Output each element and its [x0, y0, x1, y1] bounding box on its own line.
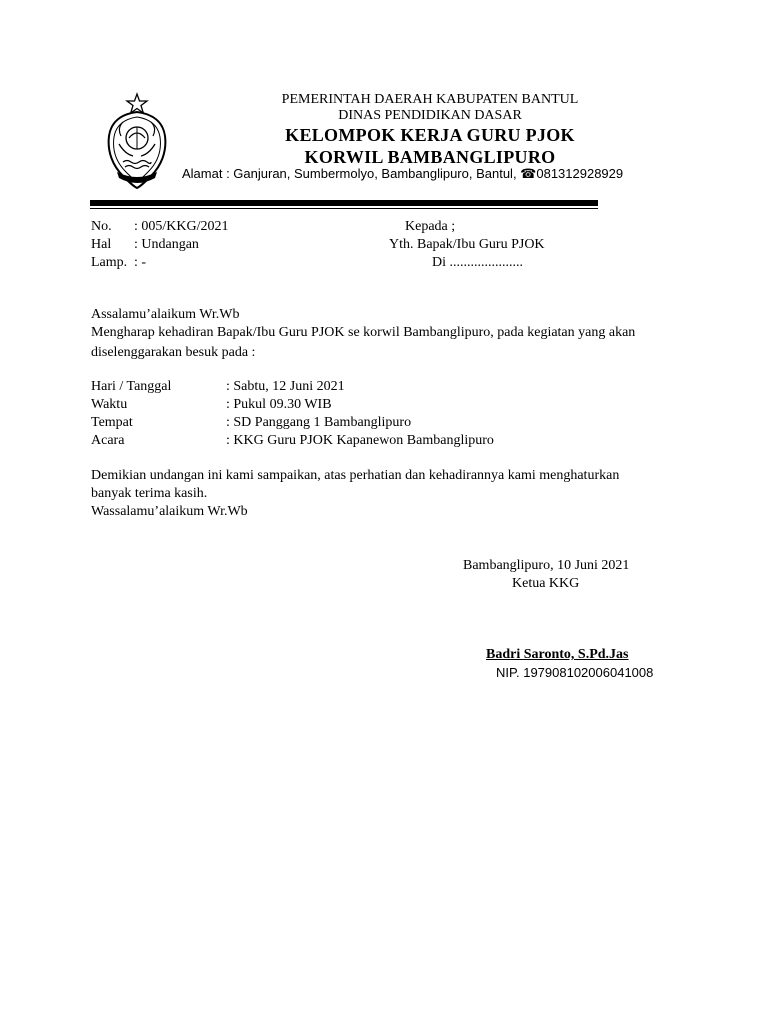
greeting: Assalamu’alaikum Wr.Wb — [91, 307, 240, 322]
meta-lamp-value: : - — [134, 255, 147, 270]
letterhead-divider — [90, 200, 598, 206]
closing-line-2: banyak terima kasih. — [91, 486, 208, 501]
signature-place-date: Bambanglipuro, 10 Juni 2021 — [463, 558, 630, 573]
meta-hal-value: : Undangan — [134, 237, 199, 252]
meta-no-value: : 005/KKG/2021 — [134, 219, 229, 234]
detail-value: : Sabtu, 12 Juni 2021 — [226, 379, 345, 394]
signature-position: Ketua KKG — [512, 576, 580, 591]
meta-hal-label: Hal — [91, 237, 112, 252]
letterhead-government: PEMERINTAH DAERAH KABUPATEN BANTUL — [281, 92, 579, 107]
detail-value: : Pukul 09.30 WIB — [226, 397, 332, 412]
detail-label: Waktu — [91, 397, 128, 412]
intro-line-1: Mengharap kehadiran Bapak/Ibu Guru PJOK se korwil Bambanglipuro, pada kegiatan yang akan — [91, 325, 636, 340]
closing-salam: Wassalamu’alaikum Wr.Wb — [91, 504, 248, 519]
detail-value: : KKG Guru PJOK Kapanewon Bambanglipuro — [226, 433, 494, 448]
recipient-yth: Yth. Bapak/Ibu Guru PJOK — [389, 237, 545, 252]
signature-name: Badri Saronto, S.Pd.Jas — [486, 647, 629, 662]
meta-no-label: No. — [91, 219, 112, 234]
letterhead-organization: KELOMPOK KERJA GURU PJOK — [285, 125, 575, 145]
detail-label: Hari / Tanggal — [91, 379, 172, 394]
detail-value: : SD Panggang 1 Bambanglipuro — [226, 415, 412, 430]
recipient-kepada: Kepada ; — [405, 219, 456, 234]
signature-nip: NIP. 197908102006041008 — [496, 665, 654, 680]
closing-line-1: Demikian undangan ini kami sampaikan, atas perhatian dan kehadirannya kami menghaturkan — [91, 468, 620, 483]
detail-label: Tempat — [91, 415, 133, 430]
letterhead-region: KORWIL BAMBANGLIPURO — [304, 147, 556, 167]
bantul-regency-crest-icon — [103, 92, 171, 192]
letterhead-department: DINAS PENDIDIKAN DASAR — [338, 108, 522, 123]
letterhead-address: Alamat : Ganjuran, Sumbermolyo, Bambanglipuro, Bantul, ☎081312928929 — [182, 166, 624, 181]
meta-lamp-label: Lamp. — [91, 255, 128, 270]
intro-line-2: diselenggarakan besuk pada : — [91, 345, 256, 360]
detail-label: Acara — [91, 433, 125, 448]
letterhead-divider-thin — [90, 208, 598, 209]
recipient-di: Di ..................... — [432, 255, 523, 270]
